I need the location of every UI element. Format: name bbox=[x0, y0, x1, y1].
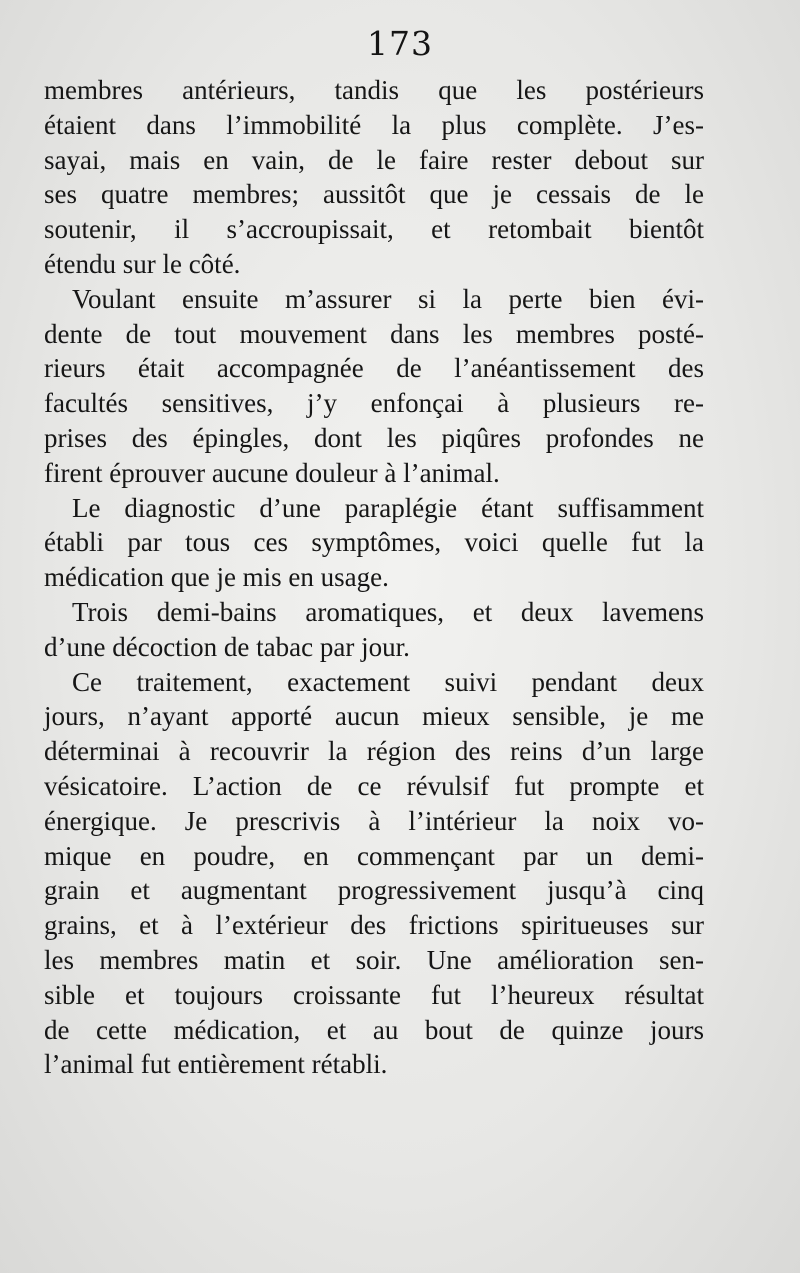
text-line: ses quatre membres; aussitôt que je cessais de le bbox=[44, 179, 704, 210]
text-line: membres antérieurs, tandis que les postérieurs bbox=[44, 75, 704, 105]
text-line: grain et augmentant progressivement jusqu’à cinq bbox=[44, 875, 704, 906]
text-line: prises des épingles, dont les piqûres profondes ne bbox=[44, 422, 704, 453]
text-line: Le diagnostic d’une paraplégie étant suffisamment bbox=[72, 492, 704, 523]
text-line: étendu sur le côté. bbox=[44, 248, 241, 279]
page-number: 173 bbox=[367, 24, 433, 63]
text-line: établi par tous ces symptômes, voici quelle fut la bbox=[44, 527, 704, 558]
text-line: facultés sensitives, j’y enfonçai à plusieurs re- bbox=[44, 388, 704, 419]
text-line: de cette médication, et au bout de quinze jours bbox=[44, 1014, 704, 1045]
text-line: sayai, mais en vain, de le faire rester debout sur bbox=[44, 144, 704, 175]
text-line: soutenir, il s’accroupissait, et retombait bientôt bbox=[44, 214, 704, 245]
text-line: vésicatoire. L’action de ce révulsif fut prompte et bbox=[44, 770, 704, 801]
text-line: énergique. Je prescrivis à l’intérieur la noix vo- bbox=[44, 805, 704, 836]
text-line: Ce traitement, exactement suivi pendant deux bbox=[72, 666, 704, 697]
text-line: déterminai à recouvrir la région des reins d’un large bbox=[44, 736, 704, 767]
text-line: jours, n’ayant apporté aucun mieux sensible, je me bbox=[44, 701, 704, 732]
text-line: Voulant ensuite m’assurer si la perte bien évi- bbox=[72, 283, 704, 314]
text-line: grains, et à l’extérieur des frictions spiritueuses sur bbox=[44, 910, 704, 941]
body-text bbox=[44, 73, 704, 1082]
text-line: les membres matin et soir. Une amélioration sen- bbox=[44, 944, 704, 975]
text-line: firent éprouver aucune douleur à l’animal. bbox=[44, 457, 500, 488]
text-line: sible et toujours croissante fut l’heureux résultat bbox=[44, 979, 704, 1010]
text-line: mique en poudre, en commençant par un demi- bbox=[44, 840, 704, 871]
text-line: dente de tout mouvement dans les membres posté- bbox=[44, 318, 704, 349]
text-line: l’animal fut entièrement rétabli. bbox=[44, 1049, 388, 1080]
text-line: étaient dans l’immobilité la plus complète. J’es- bbox=[44, 109, 704, 140]
text-line: Trois demi-bains aromatiques, et deux lavemens bbox=[72, 596, 704, 627]
text-line: rieurs était accompagnée de l’anéantissement des bbox=[44, 353, 704, 384]
text-line: d’une décoction de tabac par jour. bbox=[44, 631, 410, 662]
text-line: médication que je mis en usage. bbox=[44, 562, 389, 593]
